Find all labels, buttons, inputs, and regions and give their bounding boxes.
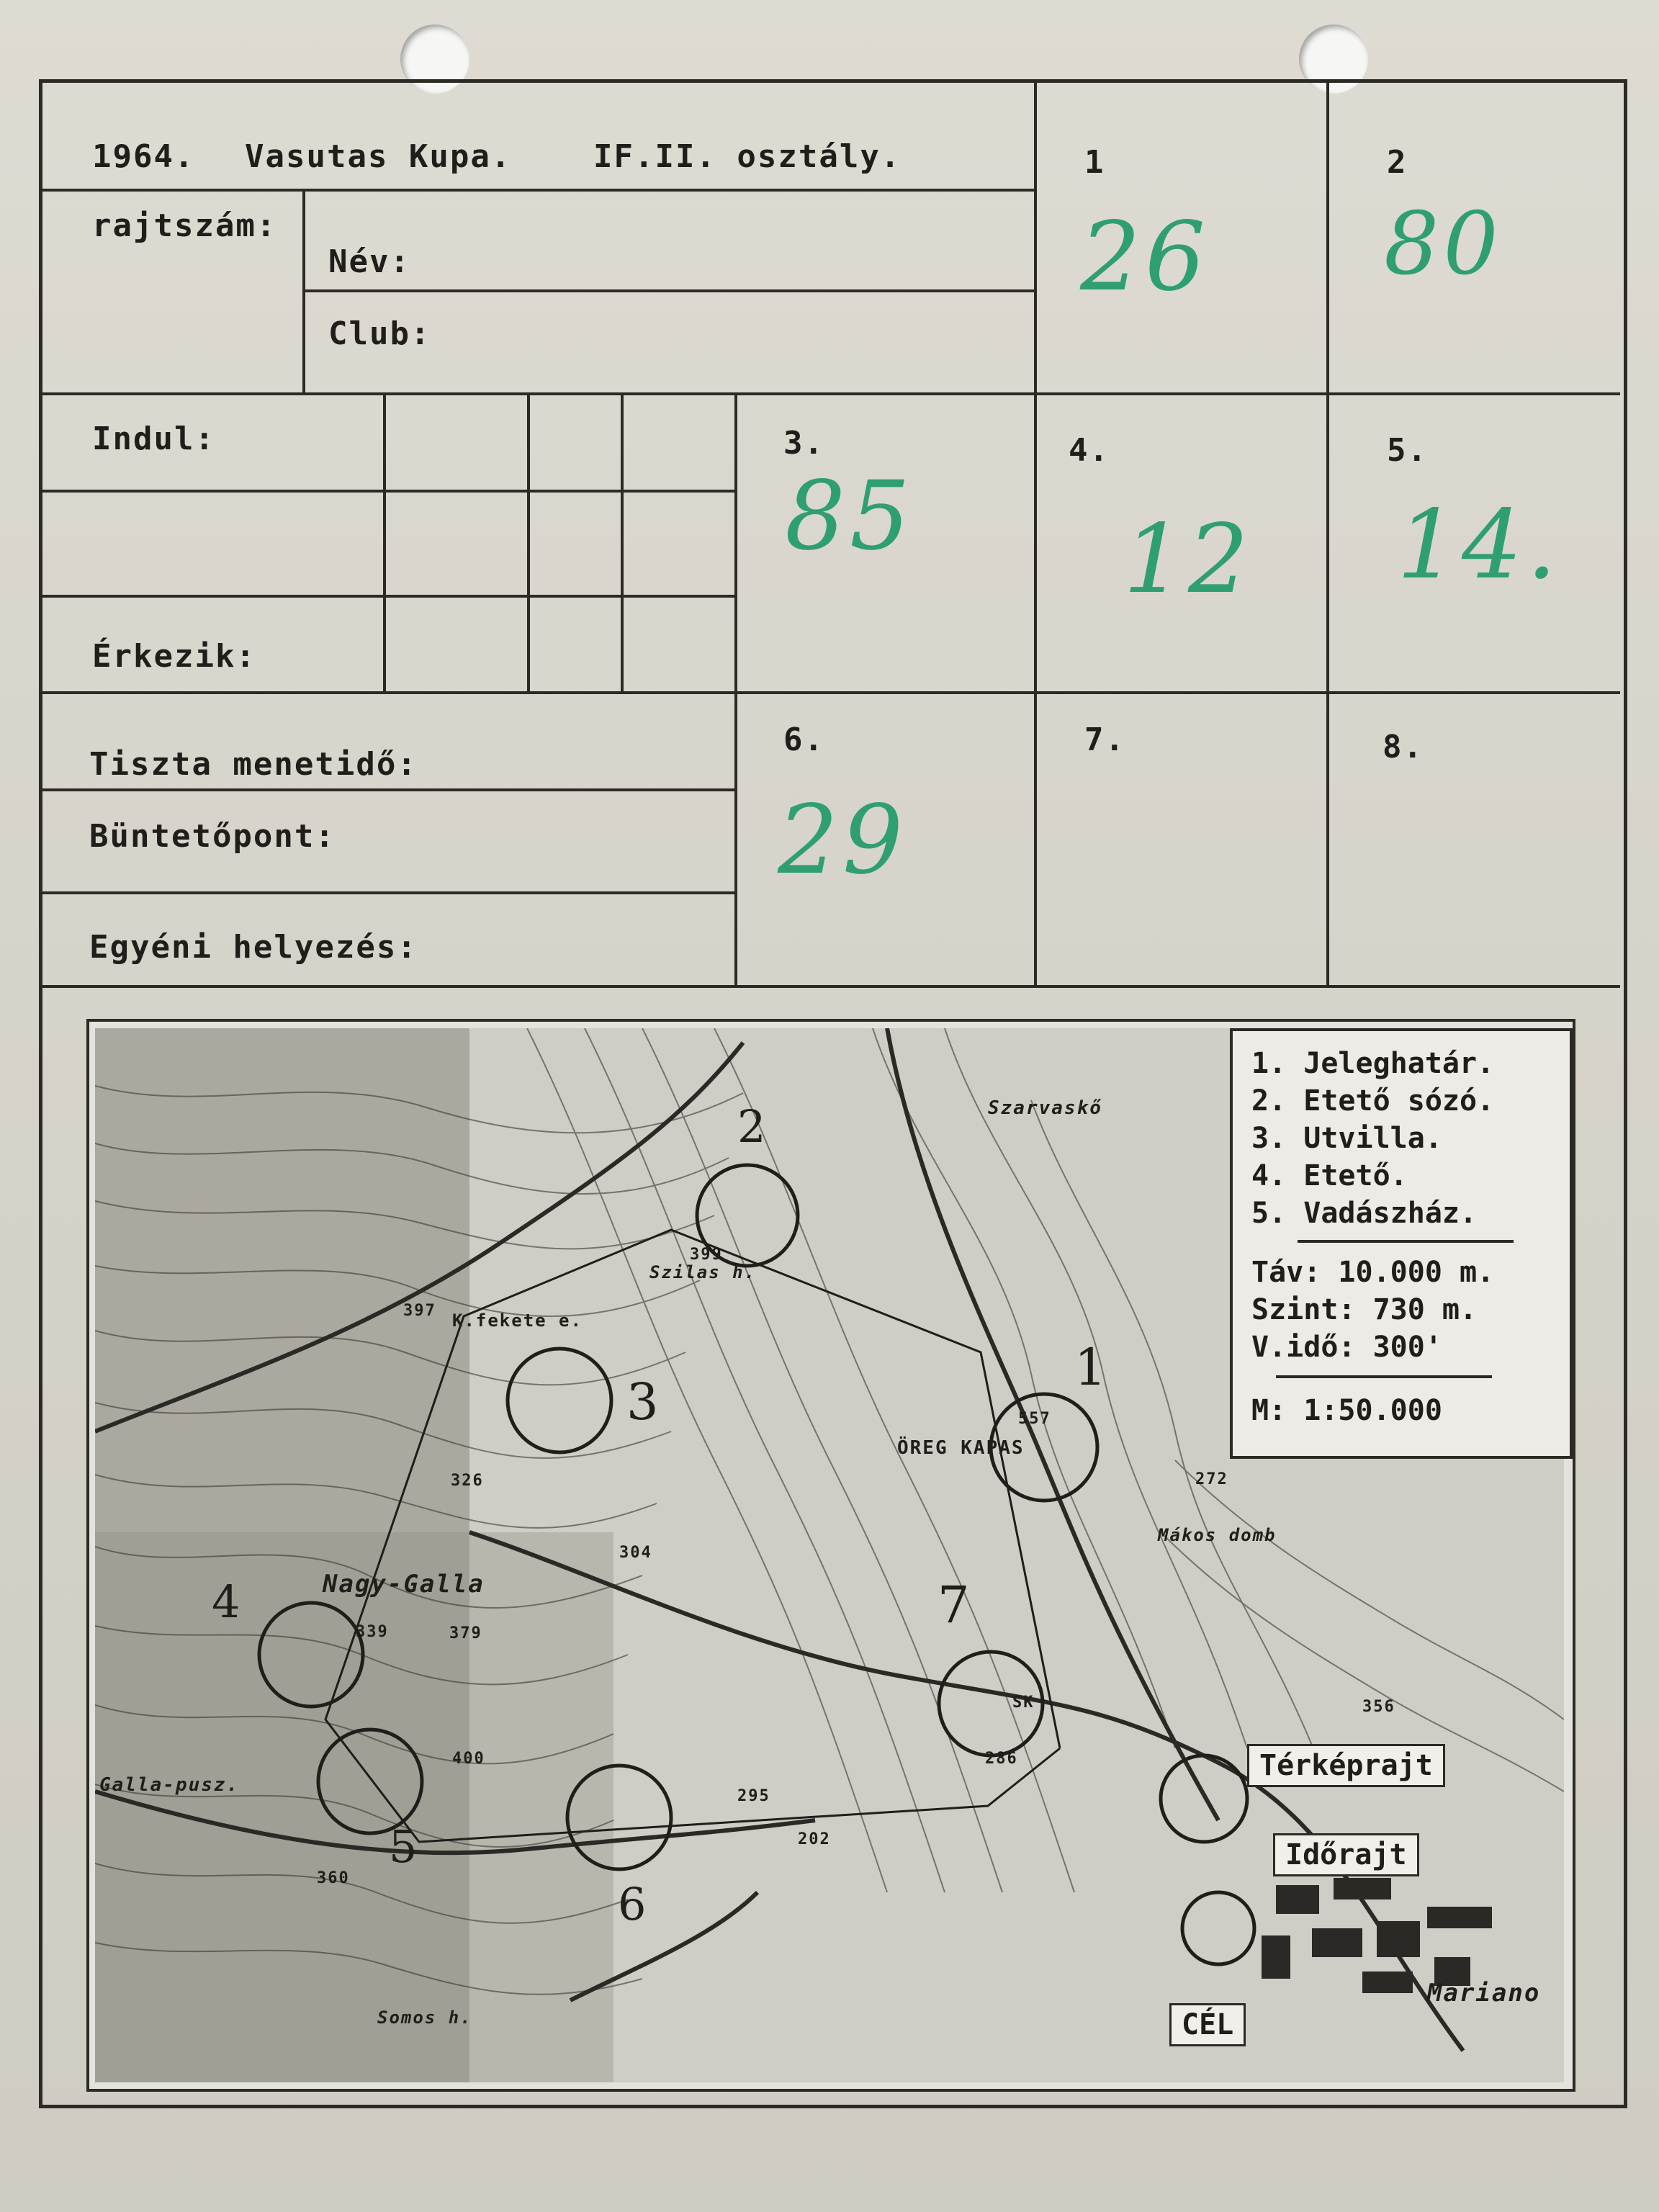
legend-arrow-line	[1276, 1375, 1492, 1378]
legend-item-1: 1. Jeleghatár.	[1251, 1047, 1495, 1080]
rule-nev	[305, 289, 1034, 292]
control-8-label: 8.	[1382, 729, 1424, 765]
course-number-6: 6	[618, 1878, 648, 1930]
erkezik-label: Érkezik:	[92, 638, 256, 675]
course-number-1: 1	[1074, 1338, 1108, 1397]
spot-height: 295	[737, 1787, 770, 1805]
control-3-value: 85	[785, 461, 914, 572]
spot-height: 286	[985, 1750, 1018, 1768]
spot-height: 326	[451, 1472, 484, 1490]
spot-height: 356	[1362, 1698, 1395, 1716]
tiszta-label: Tiszta menetidő:	[89, 746, 418, 783]
place-kfekete: K.fekete e.	[452, 1310, 583, 1331]
control-1-value: 26	[1080, 202, 1210, 313]
control-1-label: 1	[1084, 144, 1105, 181]
place-galla-pusz: Galla-pusz.	[99, 1774, 240, 1796]
header-year: 1964.	[92, 138, 195, 175]
place-nagy-galla: Nagy-Galla	[323, 1570, 485, 1599]
spot-height: 202	[798, 1830, 831, 1848]
control-5-value: 14.	[1397, 490, 1561, 601]
place-makos-domb: Mákos domb	[1158, 1525, 1277, 1545]
place-somos: Somos h.	[377, 2008, 472, 2028]
rule-tiszta	[42, 788, 734, 791]
spot-height: 557	[1018, 1410, 1051, 1428]
control-3-label: 3.	[783, 425, 824, 462]
control-5-label: 5.	[1387, 432, 1428, 469]
legend-divider	[1298, 1240, 1514, 1243]
legend-item-4: 4. Etető.	[1251, 1159, 1408, 1192]
spot-height: 360	[317, 1869, 350, 1887]
helyezes-label: Egyéni helyezés:	[89, 929, 418, 966]
rule-row2	[42, 691, 1620, 694]
idorajt-label: Időrajt	[1273, 1833, 1419, 1876]
nev-label: Név:	[328, 243, 410, 280]
header-event: Vasutas Kupa.	[245, 138, 512, 175]
rule-indul-a	[42, 490, 734, 493]
header-class: IF.II. osztály.	[593, 138, 902, 175]
rajtszam-label: rajtszám:	[92, 207, 277, 244]
course-number-7: 7	[938, 1575, 971, 1635]
spot-height: 304	[619, 1544, 652, 1562]
rule-row3	[42, 985, 1620, 988]
spot-height: 339	[356, 1623, 389, 1641]
spot-height: 400	[452, 1750, 485, 1768]
legend-tav: Táv: 10.000 m.	[1251, 1256, 1495, 1289]
place-mariano: Mariano	[1427, 1979, 1541, 2008]
col-rule-time-a	[383, 392, 386, 691]
legend-item-2: 2. Etető sózó.	[1251, 1084, 1495, 1118]
spot-height: 379	[449, 1624, 482, 1642]
terkeprajt-label: Térképrajt	[1247, 1744, 1445, 1787]
rule-row1	[42, 392, 1620, 395]
control-6-value: 29	[778, 785, 907, 896]
control-4-value: 12	[1123, 504, 1253, 615]
course-number-5: 5	[389, 1820, 419, 1873]
legend-scale: M: 1:50.000	[1251, 1394, 1442, 1427]
col-rule-time-b	[527, 392, 530, 691]
spot-height: 397	[403, 1302, 436, 1320]
control-6-label: 6.	[783, 721, 824, 758]
map-legend	[1230, 1028, 1573, 1459]
course-number-2: 2	[737, 1100, 768, 1153]
place-szarvasko: Szarvaskő	[988, 1097, 1102, 1119]
legend-vido: V.idő: 300'	[1251, 1331, 1442, 1364]
rule-header	[42, 189, 1034, 192]
col-rule-rajt	[302, 189, 305, 392]
sk-marker: SK	[1012, 1694, 1035, 1712]
rule-indul-b	[42, 595, 734, 598]
place-oreg-kapas: ÖREG KAPAS	[897, 1437, 1025, 1459]
indul-label: Indul:	[92, 421, 215, 457]
col-rule-time-c	[621, 392, 624, 691]
spot-height: 272	[1195, 1470, 1228, 1488]
place-szilas: Szilas h.	[649, 1262, 757, 1282]
control-4-label: 4.	[1069, 432, 1110, 469]
control-2-value: 80	[1384, 194, 1503, 295]
col-rule-1	[1034, 82, 1037, 986]
cel-label: CÉL	[1169, 2003, 1246, 2046]
spot-height: 399	[690, 1246, 723, 1264]
legend-item-5: 5. Vadászház.	[1251, 1197, 1478, 1230]
control-2-label: 2	[1387, 144, 1408, 181]
col-rule-2	[1326, 82, 1329, 986]
control-7-label: 7.	[1084, 721, 1125, 758]
legend-item-3: 3. Utvilla.	[1251, 1122, 1442, 1155]
legend-szint: Szint: 730 m.	[1251, 1293, 1478, 1326]
course-number-3: 3	[626, 1372, 660, 1431]
col-rule-3	[734, 392, 737, 985]
course-number-4: 4	[212, 1575, 242, 1628]
club-label: Club:	[328, 315, 431, 352]
rule-buntetopont	[42, 891, 734, 894]
buntetopont-label: Büntetőpont:	[89, 818, 336, 855]
